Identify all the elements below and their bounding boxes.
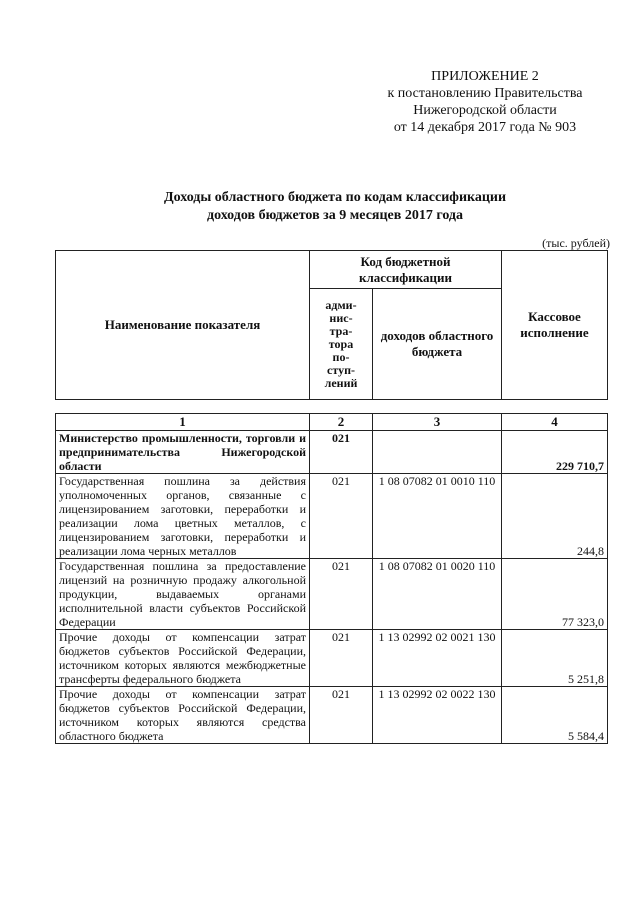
header-cash: Кассовое исполнение [502,251,608,400]
table-row [56,474,608,559]
row-amount: 5 251,8 [502,630,608,687]
row-name: Государственная пошлина за предоставление лицензий на розничную продажу алкогольной продукции, выдаваемых органами исполнительной власти субъектов Российской Федерации [56,559,310,630]
row-code: 1 13 02992 02 0022 130 [373,687,502,744]
appendix-date: от 14 декабря 2017 года № 903 [393,120,577,135]
document-title-line1: Доходы областного бюджета по кодам классификации [163,190,507,205]
column-number: 1 [56,414,310,431]
row-name: Государственная пошлина за действия уполномоченных органов, связанные с лицензированием заготовки, переработки и реализации лома цветных металлов, с лицензированием заготовки, переработки и реализации лома черных металлов [56,474,310,559]
row-code: 1 13 02992 02 0021 130 [373,630,502,687]
column-number: 3 [373,414,502,431]
row-admin: 021 [310,687,373,744]
appendix-title: ПРИЛОЖЕНИЕ 2 [431,69,539,84]
header-code-group: Код бюджетной классификации [310,251,502,289]
row-name: Прочие доходы от компенсации затрат бюджетов субъектов Российской Федерации, источником которых являются межбюджетные трансферты федерального бюджета [56,630,310,687]
data-table [55,413,608,744]
table-row [56,559,608,630]
row-name: Министерство промышленности, торговли и предпринимательства Нижегородской области [56,431,310,474]
header-admin: адми- нис- тра- тора по- ступ- лений [310,289,373,400]
header-name: Наименование показателя [56,251,310,400]
document-title [100,189,570,225]
row-admin: 021 [310,431,373,474]
row-name: Прочие доходы от компенсации затрат бюджетов субъектов Российской Федерации, источником которых являются средства областного бюджета [56,687,310,744]
row-code [373,431,502,474]
row-amount: 229 710,7 [502,431,608,474]
row-amount: 5 584,4 [502,687,608,744]
row-code: 1 08 07082 01 0010 110 [373,474,502,559]
row-amount: 77 323,0 [502,559,608,630]
row-code: 1 08 07082 01 0020 110 [373,559,502,630]
appendix-block [380,68,590,136]
row-admin: 021 [310,559,373,630]
table-row [56,630,608,687]
appendix-region: Нижегородской области [413,103,557,118]
appendix-reference: к постановлению Правительства [387,86,583,101]
table-row [56,687,608,744]
row-admin: 021 [310,474,373,559]
table-row [56,431,608,474]
column-number: 4 [502,414,608,431]
document-title-line2: доходов бюджетов за 9 месяцев 2017 года [206,208,464,223]
row-admin: 021 [310,630,373,687]
column-number: 2 [310,414,373,431]
header-table [55,250,608,400]
units-label: (тыс. рублей) [542,236,610,250]
column-number-row [56,414,608,431]
row-amount: 244,8 [502,474,608,559]
header-income: доходов областного бюджета [373,289,502,400]
